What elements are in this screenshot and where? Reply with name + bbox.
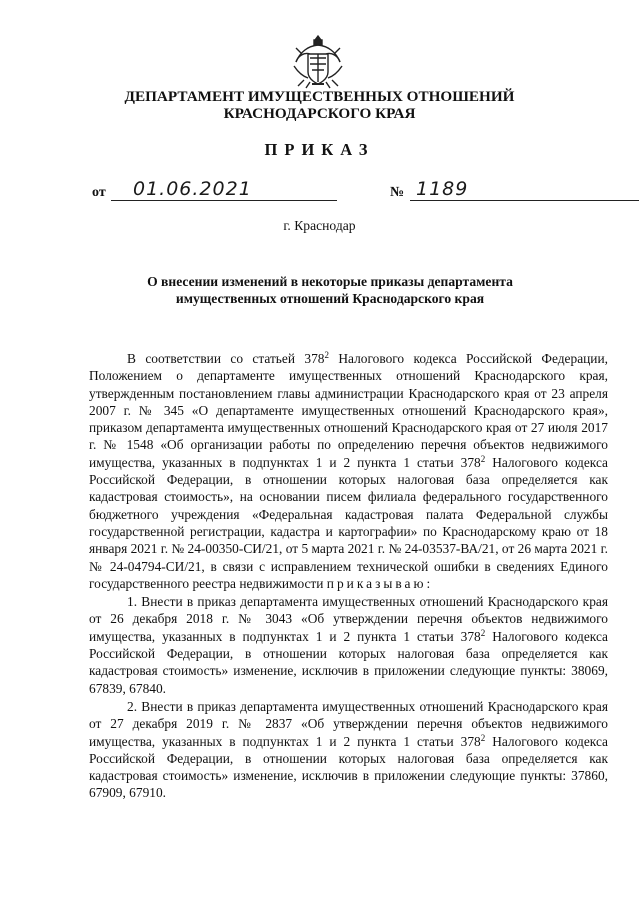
date-value: 01.06.2021 — [133, 178, 252, 200]
superscript: 2 — [324, 350, 329, 360]
document-subject — [100, 273, 560, 307]
document-body — [89, 350, 608, 802]
clause-2-paragraph — [89, 698, 608, 802]
date-field — [111, 178, 337, 201]
department-header — [0, 88, 639, 122]
krasnodar-coat-of-arms-icon — [290, 32, 346, 90]
order-word: приказываю: — [326, 575, 434, 591]
header-line-1: ДЕПАРТАМЕНТ ИМУЩЕСТВЕННЫХ ОТНОШЕНИЙ — [124, 88, 515, 105]
superscript: 2 — [480, 453, 486, 464]
preamble-text-2: Налогового кодекса Российской Федерации, Положением о департаменте имущественных отношений Краснодарского края, утвержденным постановлением главы администрации Краснодарского края от 23 апреля 2007 г. № 345 «О департаменте имущественных отношений Краснодарского края», приказом департамента имущественных отношений Краснодарского края от 27 июля 2017 г. № 1548 «Об организации работы по определению перечня объектов недвижимого имущества, указанных в подпунктах 1 и 2 пункта 1 статьи 378 — [89, 351, 608, 470]
number-prefix: № — [390, 185, 405, 200]
clause-1-paragraph — [89, 593, 608, 697]
city-label: г. Краснодар — [283, 218, 356, 233]
number-value: 1189 — [416, 178, 469, 200]
subject-line-2: имущественных отношений Краснодарского края — [175, 291, 485, 306]
document-type-title: ПРИКАЗ — [264, 140, 375, 159]
clause-2-text-2: Налогового кодекса Российской Федерации, в отношении которых налоговая база определяется как кадастровая стоимость» изменение, исключив в приложении следующие пункты: 37860, 67909, 67910. — [89, 733, 608, 801]
superscript: 2 — [480, 732, 486, 743]
number-field — [410, 178, 639, 201]
preamble-text-3: Налогового кодекса Российской Федерации, в отношении которых налоговая база определяется как кадастровая стоимость», на основании писем филиала федерального государственного бюджетного учреждения «Федеральная кадастровая палата Федеральной службы государственной регистрации, кадастра и картографии» по Краснодарскому краю от 18 января 2021 г. № 24-00350-СИ/21, от 5 марта 2021 г. № 24-03537-ВА/21, от 26 марта 2021 г. № 24-04794-СИ/21, в связи с исправлением технической ошибки в сведениях Единого государственного реестра недвижимости — [89, 454, 608, 591]
date-number-row — [92, 177, 589, 203]
clause-1-text-1: 1. Внести в приказ департамента имущественных отношений Краснодарского края от 26 декабря 2018 г. № 3043 «Об утверждении перечня объектов недвижимого имущества, указанных в подпунктах 1 и 2 пункта 1 статьи 378 — [89, 594, 608, 644]
preamble-paragraph — [89, 350, 608, 592]
superscript: 2 — [480, 627, 486, 638]
preamble-text-1: В соответствии со статьей 378 — [127, 351, 325, 366]
header-line-2: КРАСНОДАРСКОГО КРАЯ — [223, 105, 416, 122]
clause-1-text-2: Налогового кодекса Российской Федерации, в отношении которых налоговая база определяется как кадастровая стоимость» изменение, исключив в приложении следующие пункты: 38069, 67839, 67840. — [89, 628, 608, 696]
clause-2-text-1: 2. Внести в приказ департамента имущественных отношений Краснодарского края от 27 декабря 2019 г. № 2837 «Об утверждении перечня объектов недвижимого имущества, указанных в подпунктах 1 и 2 пункта 1 статьи 378 — [89, 698, 608, 749]
subject-line-1: О внесении изменений в некоторые приказы департамента — [147, 274, 513, 289]
date-prefix: от — [92, 185, 106, 200]
